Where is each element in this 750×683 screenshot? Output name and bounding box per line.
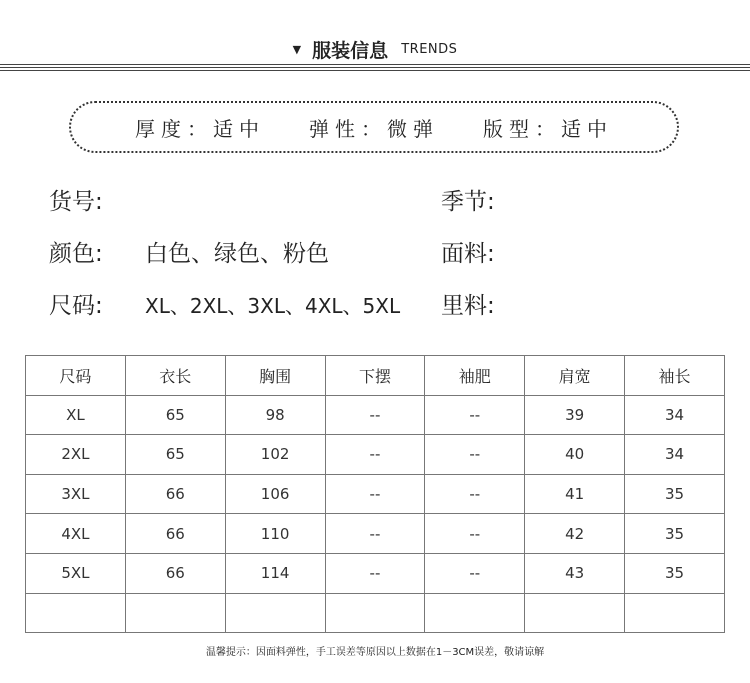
attribute-elasticity: 弹性：微弹 (309, 116, 439, 141)
table-cell: 65 (125, 395, 225, 435)
table-cell: 106 (225, 474, 325, 514)
attribute-panel (69, 101, 679, 153)
table-row (26, 474, 725, 514)
table-cell: 34 (625, 395, 725, 435)
table-cell: -- (325, 395, 425, 435)
table-cell: 34 (625, 435, 725, 475)
table-cell: -- (325, 474, 425, 514)
table-cell: 102 (225, 435, 325, 475)
section-header (0, 36, 750, 63)
table-cell: -- (325, 514, 425, 554)
table-cell: -- (425, 435, 525, 475)
color-label: 颜色: (49, 241, 103, 267)
info-row-size (0, 287, 750, 327)
table-header-row (26, 356, 725, 396)
table-cell (225, 593, 325, 633)
lining-label: 里料: (441, 293, 495, 319)
column-header: 尺码 (26, 356, 126, 396)
table-row (26, 553, 725, 593)
color-value: 白色、绿色、粉色 (145, 241, 329, 267)
section-title: 服装信息 (312, 40, 389, 62)
column-header: 胸围 (225, 356, 325, 396)
table-cell (325, 593, 425, 633)
table-cell (125, 593, 225, 633)
table-row (26, 593, 725, 633)
section-subtitle: TRENDS (401, 42, 458, 57)
table-cell: 2XL (26, 435, 126, 475)
season-label: 季节: (441, 189, 495, 215)
table-cell: 3XL (26, 474, 126, 514)
attribute-fit: 版型：适中 (483, 116, 613, 141)
table-cell (425, 593, 525, 633)
table-cell: 35 (625, 474, 725, 514)
table-row (26, 395, 725, 435)
triangle-down-icon: ▼ (292, 43, 302, 56)
column-header: 肩宽 (525, 356, 625, 396)
table-cell (525, 593, 625, 633)
attribute-thickness: 厚度：适中 (135, 116, 265, 141)
table-cell: 40 (525, 435, 625, 475)
divider-line (0, 70, 750, 71)
table-cell: -- (425, 514, 525, 554)
size-label: 尺码: (49, 293, 103, 319)
table-cell: 114 (225, 553, 325, 593)
divider-line (0, 64, 750, 65)
info-row-item-no (0, 183, 750, 223)
table-cell: 66 (125, 514, 225, 554)
column-header: 袖肥 (425, 356, 525, 396)
table-row (26, 514, 725, 554)
table-cell: -- (325, 435, 425, 475)
table-cell: 35 (625, 553, 725, 593)
divider-line (0, 67, 750, 68)
table-cell: 66 (125, 474, 225, 514)
item-no-label: 货号: (49, 189, 103, 215)
table-cell: 43 (525, 553, 625, 593)
column-header: 下摆 (325, 356, 425, 396)
table-cell: 5XL (26, 553, 126, 593)
size-table (25, 355, 725, 633)
table-cell (625, 593, 725, 633)
table-cell: 41 (525, 474, 625, 514)
table-cell: 65 (125, 435, 225, 475)
table-cell (26, 593, 126, 633)
table-cell: 98 (225, 395, 325, 435)
table-cell: 42 (525, 514, 625, 554)
table-cell: XL (26, 395, 126, 435)
table-cell: 4XL (26, 514, 126, 554)
table-cell: 66 (125, 553, 225, 593)
table-cell: 39 (525, 395, 625, 435)
table-row (26, 435, 725, 475)
column-header: 袖长 (625, 356, 725, 396)
table-cell: 110 (225, 514, 325, 554)
fabric-label: 面料: (441, 241, 495, 267)
table-cell: 35 (625, 514, 725, 554)
table-cell: -- (425, 474, 525, 514)
column-header: 衣长 (125, 356, 225, 396)
tip-note: 温馨提示：因面料弹性，手工误差等原因以上数据在1－3CM误差，敬请谅解 (205, 647, 545, 658)
table-cell: -- (425, 553, 525, 593)
table-cell: -- (325, 553, 425, 593)
table-cell: -- (425, 395, 525, 435)
info-row-color (0, 235, 750, 275)
size-value: XL、2XL、3XL、4XL、5XL (145, 294, 401, 318)
